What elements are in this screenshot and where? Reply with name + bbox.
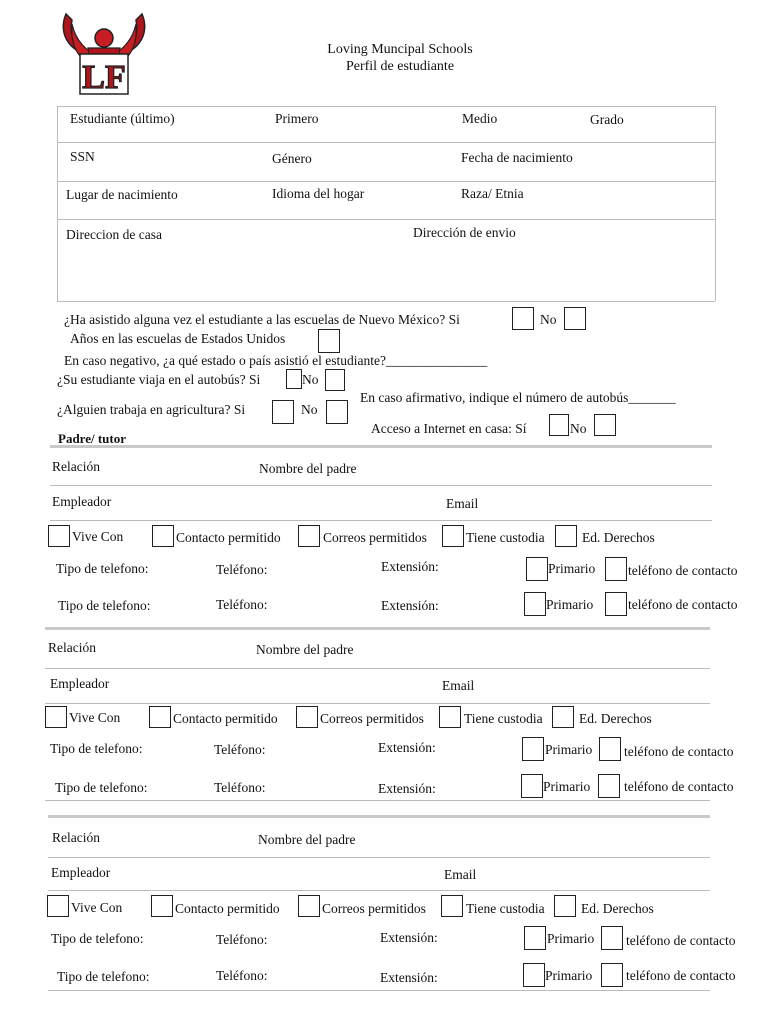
contact-phone-label: teléfono de contacto [626, 933, 736, 948]
phone-type-label: Tipo de telefono: [55, 780, 148, 795]
email-label: Email [446, 496, 479, 511]
phone-type-label: Tipo de telefono: [58, 598, 151, 613]
extension-label: Extensión: [380, 970, 438, 985]
primary-checkbox[interactable] [524, 592, 546, 616]
contact-phone-checkbox[interactable] [605, 592, 627, 616]
contact-phone-checkbox[interactable] [598, 774, 620, 798]
custody-label: Tiene custodia [464, 711, 543, 726]
phone-type-label: Tipo de telefono: [50, 741, 143, 756]
contact-allowed-checkbox[interactable] [152, 525, 174, 547]
phone-type-label: Tipo de telefono: [51, 931, 144, 946]
lives-with-checkbox[interactable] [48, 525, 70, 547]
field-home-language: Idioma del hogar [272, 186, 365, 201]
ed-rights-checkbox[interactable] [554, 895, 576, 917]
nm-schools-no-checkbox[interactable] [564, 307, 586, 330]
phone-label: Teléfono: [216, 932, 268, 947]
phone-label: Teléfono: [214, 742, 266, 757]
internet-no-checkbox[interactable] [594, 414, 616, 436]
custody-label: Tiene custodia [466, 530, 545, 545]
question-agriculture: ¿Alguien trabaja en agricultura? Si [57, 402, 246, 417]
extension-label: Extensión: [381, 559, 439, 574]
field-first-name: Primero [275, 111, 319, 126]
bus-no-label: No [302, 372, 319, 387]
primary-checkbox[interactable] [522, 737, 544, 761]
contact-allowed-label: Contacto permitido [176, 530, 281, 545]
relation-label: Relación [52, 459, 100, 474]
internet-yes-checkbox[interactable] [549, 414, 569, 436]
nm-schools-yes-checkbox[interactable] [512, 307, 534, 330]
field-home-address: Direccion de casa [66, 227, 162, 242]
page-title: Perfil de estudiante [345, 59, 455, 74]
parent-heading: Padre/ tutor [58, 431, 126, 446]
field-race: Raza/ Etnia [461, 186, 524, 201]
internet-no-label: No [570, 421, 587, 436]
field-gender: Género [272, 151, 312, 166]
agriculture-no-label: No [301, 402, 318, 417]
field-middle-name: Medio [462, 111, 498, 126]
phone-label: Teléfono: [216, 562, 268, 577]
contact-phone-checkbox[interactable] [601, 926, 623, 950]
primary-checkbox[interactable] [523, 963, 545, 987]
field-last-name: Estudiante (último) [70, 111, 175, 126]
mail-allowed-checkbox[interactable] [296, 706, 318, 728]
mail-allowed-checkbox[interactable] [298, 525, 320, 547]
school-name: Loving Muncipal Schools [327, 42, 473, 57]
primary-checkbox[interactable] [521, 774, 543, 798]
field-mailing-address: Dirección de envio [413, 225, 516, 240]
primary-checkbox[interactable] [524, 926, 546, 950]
email-label: Email [442, 678, 475, 693]
bus-yes-checkbox[interactable] [286, 369, 302, 389]
field-dob: Fecha de nacimiento [461, 150, 573, 165]
phone-label: Teléfono: [216, 597, 268, 612]
primary-label: Primario [547, 931, 595, 946]
field-grade: Grado [590, 112, 624, 127]
primary-label: Primario [548, 561, 596, 576]
custody-checkbox[interactable] [442, 525, 464, 547]
phone-type-label: Tipo de telefono: [56, 561, 149, 576]
ed-rights-checkbox[interactable] [552, 706, 574, 728]
phone-label: Teléfono: [214, 780, 266, 795]
nm-schools-no-label: No [540, 312, 557, 327]
question-bus: ¿Su estudiante viaja en el autobús? Si [57, 372, 261, 387]
phone-type-label: Tipo de telefono: [57, 969, 150, 984]
lives-with-label: Vive Con [71, 900, 123, 915]
question-nm-schools: ¿Ha asistido alguna vez el estudiante a las escuelas de Nuevo México? Si [64, 312, 460, 327]
primary-label: Primario [545, 742, 593, 757]
ed-rights-label: Ed. Derechos [582, 530, 655, 545]
employer-label: Empleador [52, 494, 112, 509]
bus-no-checkbox[interactable] [325, 369, 345, 391]
primary-label: Primario [545, 968, 593, 983]
contact-phone-checkbox[interactable] [605, 557, 627, 581]
parent-name-label: Nombre del padre [256, 642, 354, 657]
us-years-box[interactable] [318, 329, 340, 353]
primary-checkbox[interactable] [526, 557, 548, 581]
contact-phone-checkbox[interactable] [599, 737, 621, 761]
extension-label: Extensión: [378, 740, 436, 755]
field-ssn: SSN [70, 149, 95, 164]
lives-with-checkbox[interactable] [47, 895, 69, 917]
mail-allowed-label: Correos permitidos [320, 711, 424, 726]
employer-label: Empleador [50, 676, 110, 691]
lives-with-label: Vive Con [72, 529, 124, 544]
contact-phone-label: teléfono de contacto [624, 779, 734, 794]
extension-label: Extensión: [381, 598, 439, 613]
contact-allowed-checkbox[interactable] [149, 706, 171, 728]
primary-label: Primario [543, 779, 591, 794]
custody-label: Tiene custodia [466, 901, 545, 916]
question-other-state: En caso negativo, ¿a qué estado o país asistió el estudiante?_______________ [64, 353, 488, 368]
ed-rights-label: Ed. Derechos [579, 711, 652, 726]
agriculture-yes-checkbox[interactable] [272, 400, 294, 424]
contact-allowed-checkbox[interactable] [151, 895, 173, 917]
field-birthplace: Lugar de nacimiento [66, 187, 178, 202]
contact-phone-label: teléfono de contacto [628, 597, 738, 612]
contact-phone-label: teléfono de contacto [624, 744, 734, 759]
contact-phone-label: teléfono de contacto [626, 968, 736, 983]
lives-with-checkbox[interactable] [45, 706, 67, 728]
mail-allowed-label: Correos permitidos [322, 901, 426, 916]
logo-text: LF [82, 59, 126, 96]
extension-label: Extensión: [380, 930, 438, 945]
ed-rights-checkbox[interactable] [555, 525, 577, 547]
contact-phone-checkbox[interactable] [601, 963, 623, 987]
mail-allowed-label: Correos permitidos [323, 530, 427, 545]
question-bus-number: En caso afirmativo, indique el número de autobús_______ [360, 390, 676, 405]
parent-name-label: Nombre del padre [259, 461, 357, 476]
extension-label: Extensión: [378, 781, 436, 796]
question-internet: Acceso a Internet en casa: Sí [371, 421, 527, 436]
contact-allowed-label: Contacto permitido [173, 711, 278, 726]
ed-rights-label: Ed. Derechos [581, 901, 654, 916]
phone-label: Teléfono: [216, 968, 268, 983]
relation-label: Relación [52, 830, 100, 845]
mail-allowed-checkbox[interactable] [298, 895, 320, 917]
contact-allowed-label: Contacto permitido [175, 901, 280, 916]
employer-label: Empleador [51, 865, 111, 880]
relation-label: Relación [48, 640, 96, 655]
email-label: Email [444, 867, 477, 882]
custody-checkbox[interactable] [439, 706, 461, 728]
primary-label: Primario [546, 597, 594, 612]
agriculture-no-checkbox[interactable] [326, 400, 348, 424]
parent-name-label: Nombre del padre [258, 832, 356, 847]
question-us-years: Años en las escuelas de Estados Unidos [70, 331, 286, 346]
custody-checkbox[interactable] [441, 895, 463, 917]
contact-phone-label: teléfono de contacto [628, 563, 738, 578]
lives-with-label: Vive Con [69, 710, 121, 725]
